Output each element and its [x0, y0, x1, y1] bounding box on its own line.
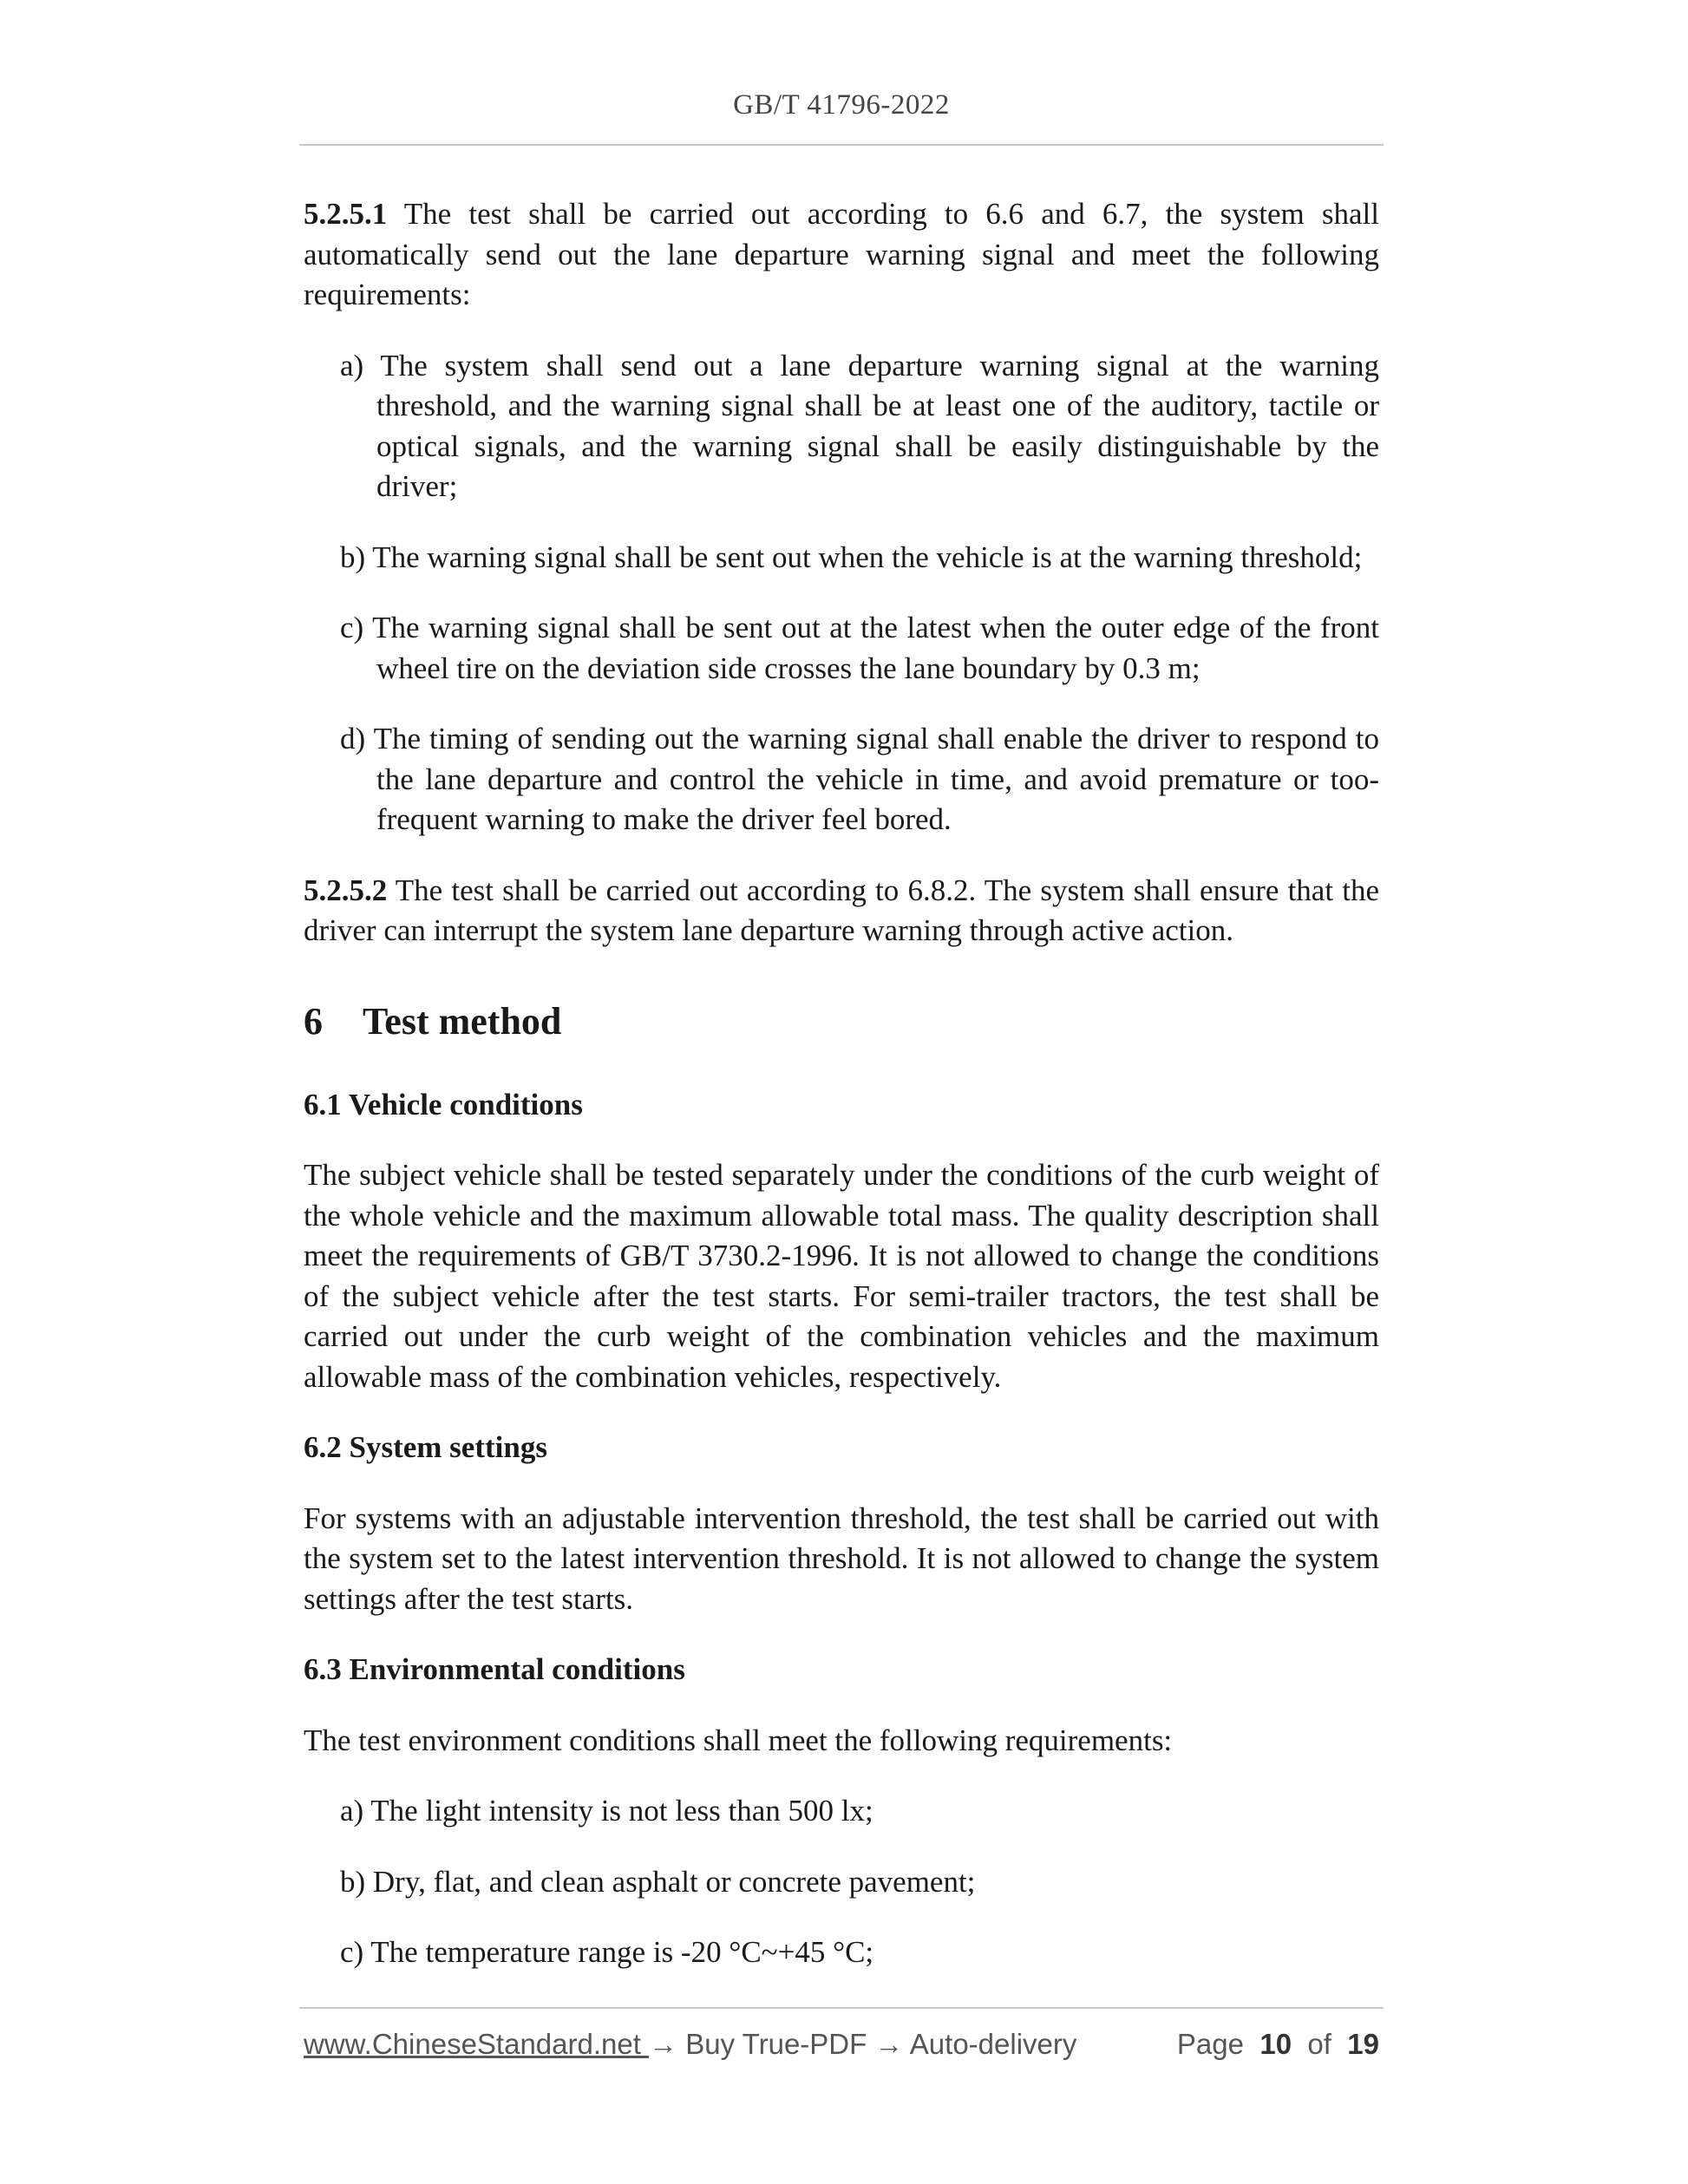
section-heading-6 [304, 1000, 1379, 1043]
clause-number: 5.2.5.1 [304, 197, 388, 231]
clause-text: The test shall be carried out according to 6.8.2. The system shall ensure that the driver can interrupt the system lane departure warning through active action. [304, 873, 1379, 947]
list-item: d) The timing of sending out the warning signal shall enable the driver to respond to the lane departure and control the vehicle in time, and avoid premature or too-frequent warning to make the driver feel bored. [340, 722, 1379, 836]
subsection-heading-6-1: 6.1 Vehicle conditions [304, 1087, 583, 1121]
page-total: 19 [1347, 2028, 1379, 2060]
list-item: c) The temperature range is -20 °C~+45 °C; [340, 1935, 874, 1969]
page-number: 10 [1259, 2028, 1292, 2060]
document-body [304, 194, 1379, 1973]
footer-divider [299, 2007, 1384, 2009]
list-item: a) The light intensity is not less than 500 lx; [340, 1794, 873, 1828]
page-indicator [1177, 2028, 1379, 2061]
promo-text: → Buy True-PDF → Auto-delivery [649, 2028, 1077, 2060]
list-item: b) Dry, flat, and clean asphalt or concrete pavement; [340, 1864, 976, 1899]
footer-left [304, 2028, 1076, 2061]
clause-5-2-5-1 [304, 194, 1379, 316]
header-divider [299, 144, 1384, 146]
clause-5-2-5-2 [304, 871, 1379, 951]
clause-text: The test shall be carried out according to 6.6 and 6.7, the system shall automatically send out the lane departure warning signal and meet the following requirements: [304, 197, 1379, 311]
page-label: Page [1176, 2028, 1244, 2060]
list-item: a) The system shall send out a lane departure warning signal at the warning threshold, and the warning signal shall be at least one of the auditory, tactile or optical signals, and the warning signal shall be easily distinguishable by the driver; [340, 348, 1379, 503]
page-footer [304, 2028, 1379, 2061]
paragraph-6-1: The subject vehicle shall be tested separately under the conditions of the curb weight of the whole vehicle and the maximum allowable total mass. The quality description shall meet the requirements of GB/T 3730.2-1996. It is not allowed to change the conditions of the subject vehicle after the test starts. For semi-trailer tractors, the test shall be carried out under the curb weight of the combination vehicles and the maximum allowable mass of the combination vehicles, respectively. [304, 1158, 1379, 1394]
paragraph-6-2: For systems with an adjustable intervention threshold, the test shall be carried out with the system set to the latest intervention threshold. It is not allowed to change the system settings after the test starts. [304, 1501, 1379, 1616]
of-label: of [1307, 2028, 1331, 2060]
page-header: GB/T 41796-2022 [733, 89, 950, 121]
list-item: b) The warning signal shall be sent out when the vehicle is at the warning threshold; [340, 539, 1363, 574]
section-number: 6 [304, 999, 323, 1043]
list-item: c) The warning signal shall be sent out at the latest when the outer edge of the front wheel tire on the deviation side crosses the lane boundary by 0.3 m; [340, 611, 1379, 685]
paragraph-6-3: The test environment conditions shall meet the following requirements: [304, 1723, 1173, 1757]
clause-number: 5.2.5.2 [304, 873, 388, 907]
section-title: Test method [363, 999, 562, 1043]
subsection-heading-6-3: 6.3 Environmental conditions [304, 1652, 685, 1686]
site-link[interactable]: www.ChineseStandard.net [304, 2028, 650, 2060]
subsection-heading-6-2: 6.2 System settings [304, 1430, 547, 1464]
